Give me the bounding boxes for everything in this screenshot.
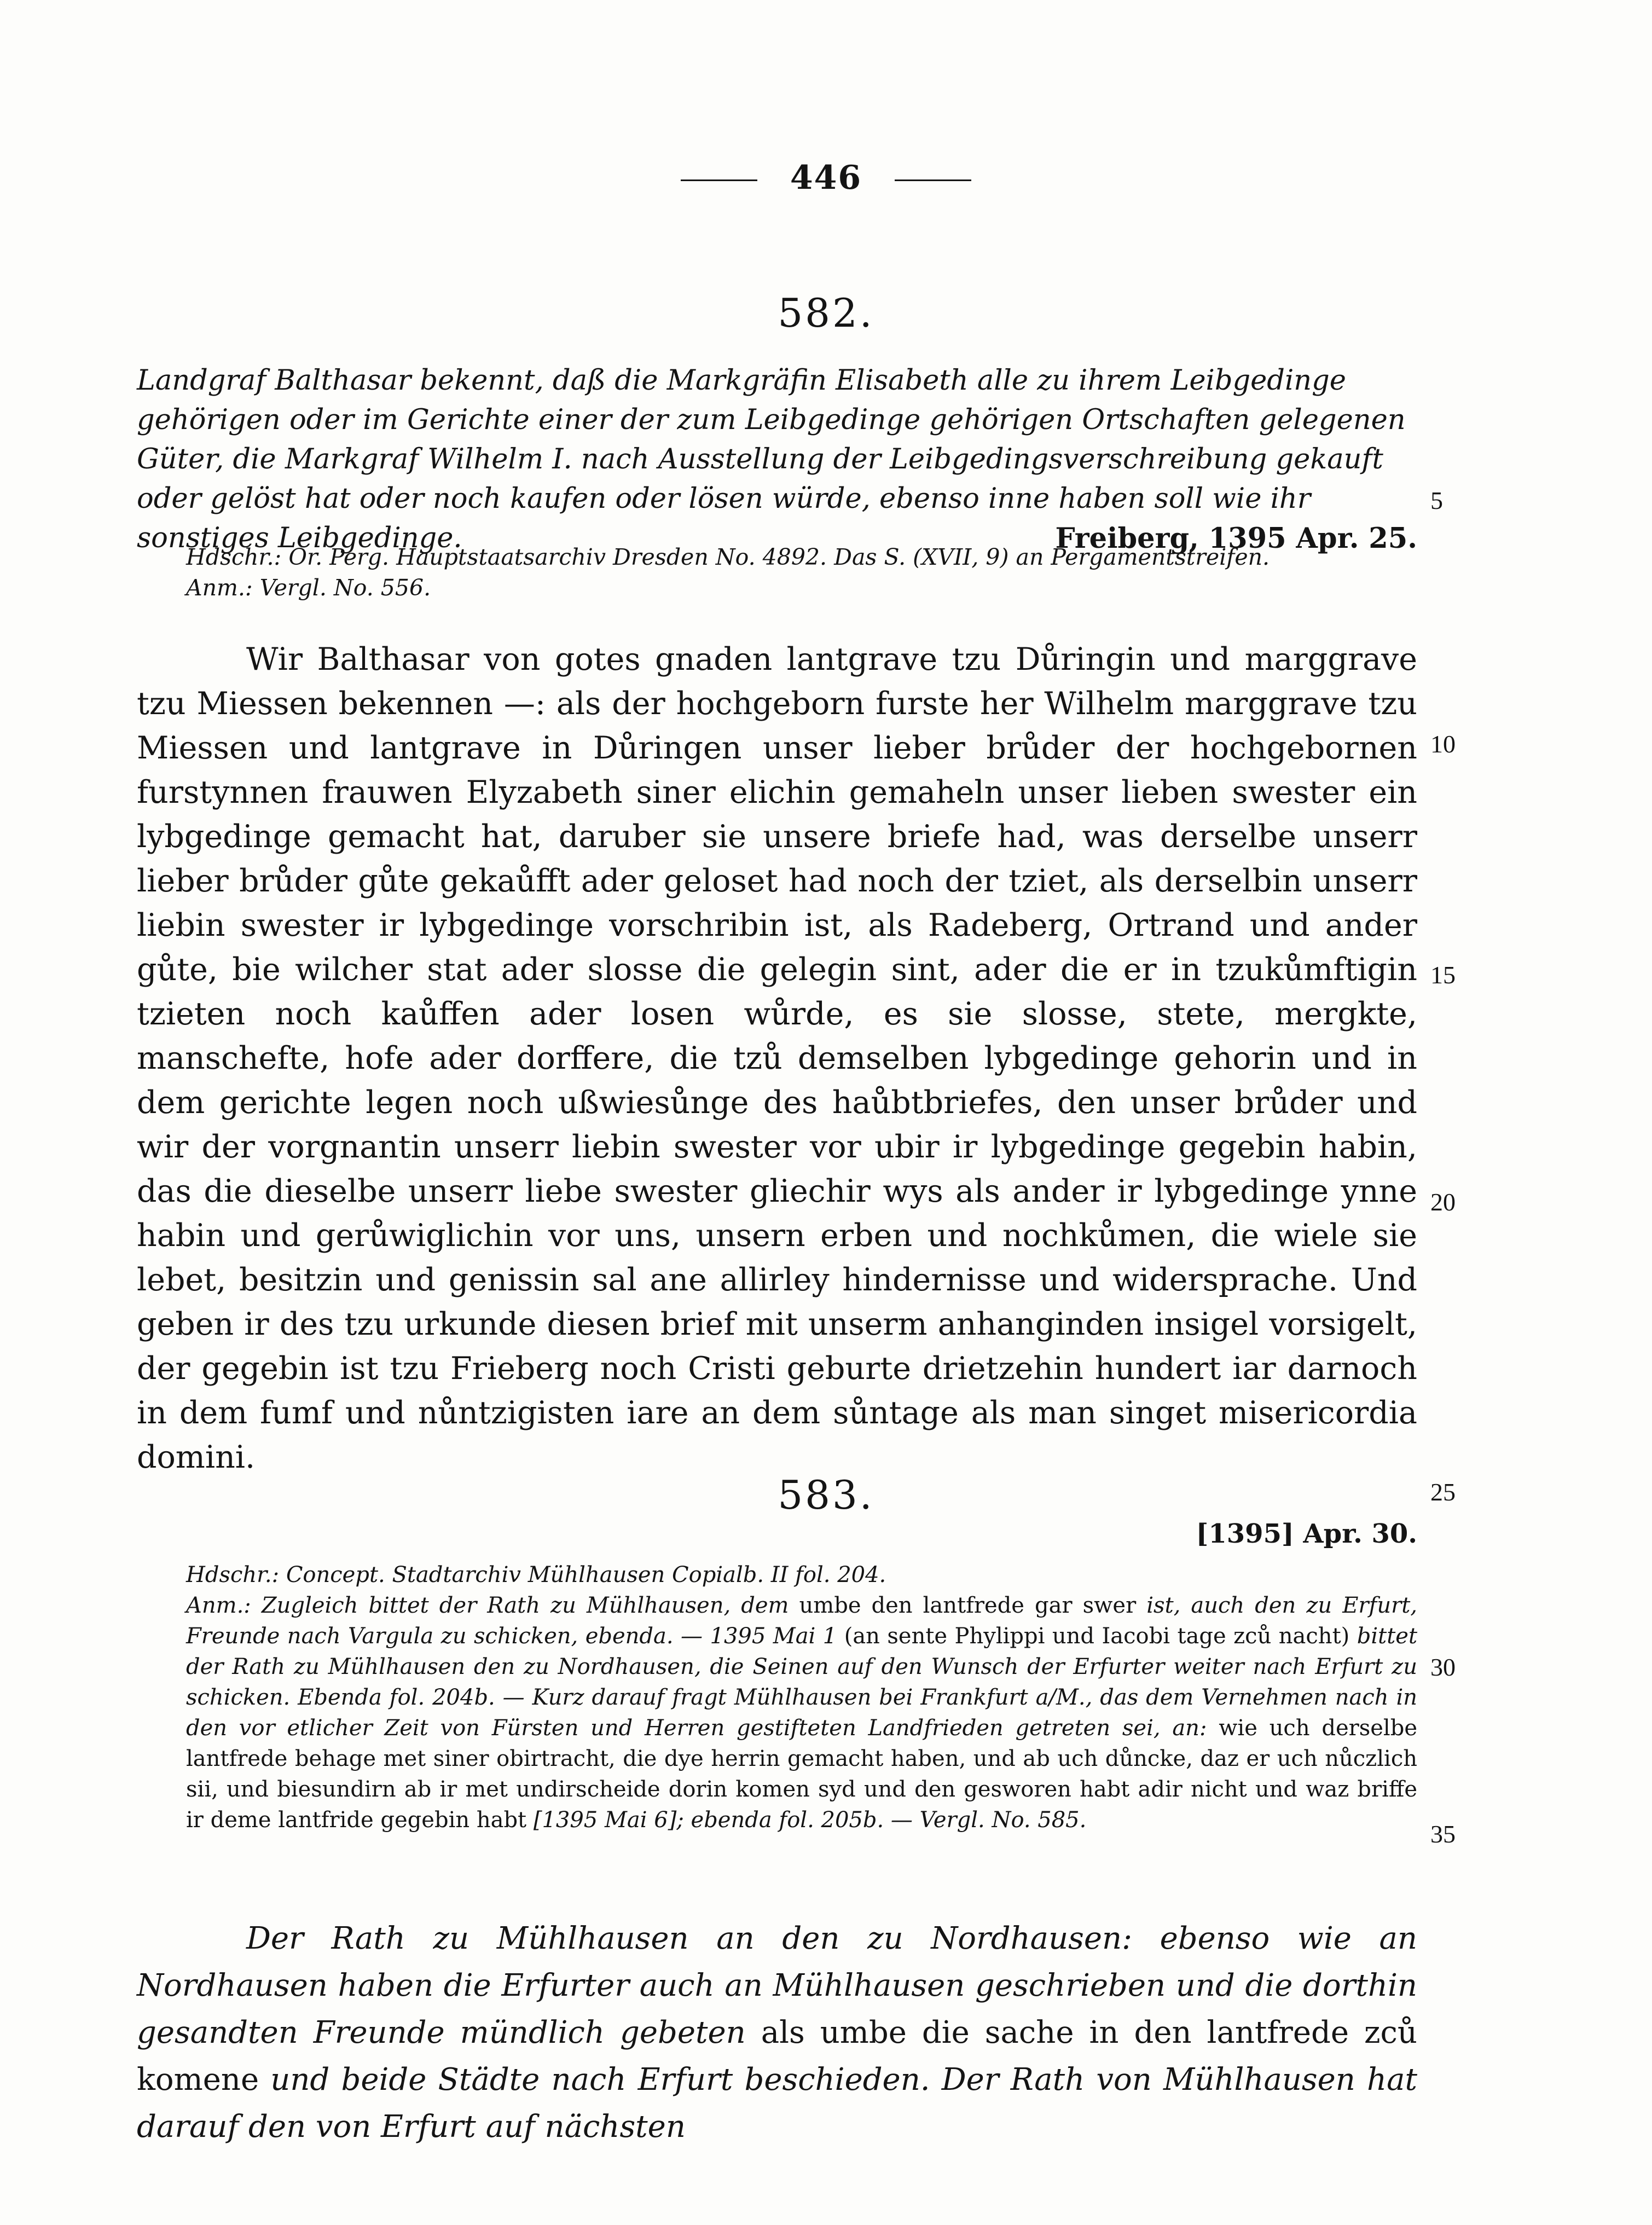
entry-583-source: Hdschr.: Concept. Stadtarchiv Mühlhausen Copialb. II fol. 204. <box>186 1562 886 1587</box>
line-number: 35 <box>1430 1820 1456 1848</box>
entry-582-sources <box>186 542 1417 603</box>
entry-583-regest-run: und beide Städte nach Erfurt beschieden. Der Rath von Mühlhausen hat darauf den von Erfurt auf nächsten <box>137 2062 1417 2145</box>
line-number: 15 <box>1430 961 1456 989</box>
entry-583-note-run: bittet der Rath zu Mühlhausen den zu Nordhausen, die Seinen auf den Wunsch der Erfurter weiter nach Erfurt zu schicken. Ebenda fol. 204b. — Kurz darauf fragt Mühlhausen bei Frankfurt a/M., das dem Vernehmen nach in den vor etlicher Zeit von Fürsten und Herren gestifteten Landfrieden getreten sei, an: <box>186 1624 1418 1741</box>
entry-583-number: 583. <box>778 1472 874 1518</box>
entry-582-body: Wir Balthasar von gotes gnaden lantgrave tzu Důringin und marggrave tzu Miessen bekennen —: als der hochgeborn furste her Wilhelm marggrave tzu Miessen und lantgrave in Důringen unser lieber brůder der hochgebornen furstynnen frauwen Elyzabeth siner elichin gemaheln unser lieben swester ein lybgedinge gemacht hat, daruber sie unsere briefe had, was derselbe unserr lieber brůder gůte gekaůfft ader geloset had noch der tziet, als derselbin unserr liebin swester ir lybgedinge vorschribin ist, als Radeberg, Ortrand und ander gůte, bie wilcher stat ader slosse die gelegin sint, ader die er in tzukůmftigin tzieten noch kaůffen ader losen wůrde, es sie slosse, stete, mergkte, manschefte, hofe ader dorffere, die tzů demselben lybgedinge gehorin und in dem gerichte legen noch ußwiesůnge des haůbtbriefes, den unser brůder und wir der vorgnantin unserr liebin swester vor ubir ir lybgedinge gegebin habin, das die dieselbe unserr liebe swester gliechir wys als ander ir lybgedinge ynne habin und gerůwiglichin vor uns, unsern erben und nochkůmen, die wiele sie lebet, besitzin und genissin sal ane allirley hindernisse und widersprache. Und geben ir des tzu urkunde diesen brief mit unserm anhanginden insigel vorsigelt, der gegebin ist tzu Frieberg noch Cristi geburte drietzehin hundert iar darnoch in dem fumf und nůntzigisten iare an dem sůntage als man singet misericordia domini. <box>137 641 1417 1475</box>
entry-583-note-run: umbe den lantfrede gar swer <box>799 1593 1147 1618</box>
page-number: 446 <box>790 159 862 197</box>
entry-582-regest-text: Landgraf Balthasar bekennt, daß die Markgräfin Elisabeth alle zu ihrem Leibgedinge gehörigen oder im Gerichte einer der zum Leibgedinge gehörigen Ortschaften gelegenen Güter, die Markgraf Wilhelm I. nach Ausstellung der Leibgedingsverschreibung gekauft oder gelöst hat oder noch kaufen oder lösen würde, ebenso inne haben soll wie ihr sonstiges Leibgedinge. <box>137 364 1406 554</box>
entry-583-regest <box>137 1915 1417 2151</box>
line-number: 20 <box>1430 1188 1456 1216</box>
line-number: 10 <box>1430 730 1456 758</box>
entry-582-note: Anm.: Vergl. No. 556. <box>186 575 431 601</box>
line-number: 25 <box>1430 1478 1456 1506</box>
entry-583-regest-run: Der Rath zu Mühlhausen an den zu Nordhausen: ebenso wie an Nordhausen haben die Erfurter auch an Mühlhausen geschrieben und die dorthin gesandten Freunde mündlich gebeten <box>137 1921 1417 2050</box>
entry-582-source: Hdschr.: Or. Perg. Hauptstaatsarchiv Dresden No. 4892. Das S. (XVII, 9) an Pergamentstreifen. <box>186 544 1270 570</box>
entry-583-note-run: (an sente Phylippi und Iacobi tage zců nacht) <box>844 1624 1357 1649</box>
entry-583-note-run: [1395 Mai 6]; ebenda fol. 205b. — Vergl. No. 585. <box>533 1807 1087 1833</box>
entry-583-note <box>186 1590 1417 1835</box>
line-number: 30 <box>1430 1653 1456 1681</box>
entry-583-date: [1395] Apr. 30. <box>1196 1519 1417 1549</box>
header-rule-right <box>895 179 971 181</box>
entry-582-number: 582. <box>778 290 874 336</box>
entry-583-note-run: ist, auch den zu Erfurt, Freunde nach Vargula zu schicken, ebenda. — 1395 Mai 1 <box>186 1593 1417 1649</box>
header-rule-left <box>681 179 757 181</box>
entry-582-date: Freiberg, 1395 Apr. 25. <box>1055 522 1417 555</box>
entry-582-regest <box>137 361 1417 558</box>
entry-583-notes <box>186 1560 1417 1835</box>
entry-583-regest-run: als umbe die sache in den lantfrede zců komene <box>137 2015 1417 2097</box>
line-number: 5 <box>1430 486 1443 514</box>
entry-583-note-run: Anm.: Zugleich bittet der Rath zu Mühlhausen, dem <box>186 1593 799 1618</box>
page-header <box>0 159 1652 197</box>
entry-583-note-run: wie uch derselbe lantfrede behage met siner obirtracht, die dye herrin gemacht haben, und ab uch důncke, daz er uch nůczlich sii, und biesundirn ab ir met undirscheide dorin komen syd und den gesworen habt adir nicht und waz briffe ir deme lantfride gegebin habt <box>186 1716 1418 1833</box>
